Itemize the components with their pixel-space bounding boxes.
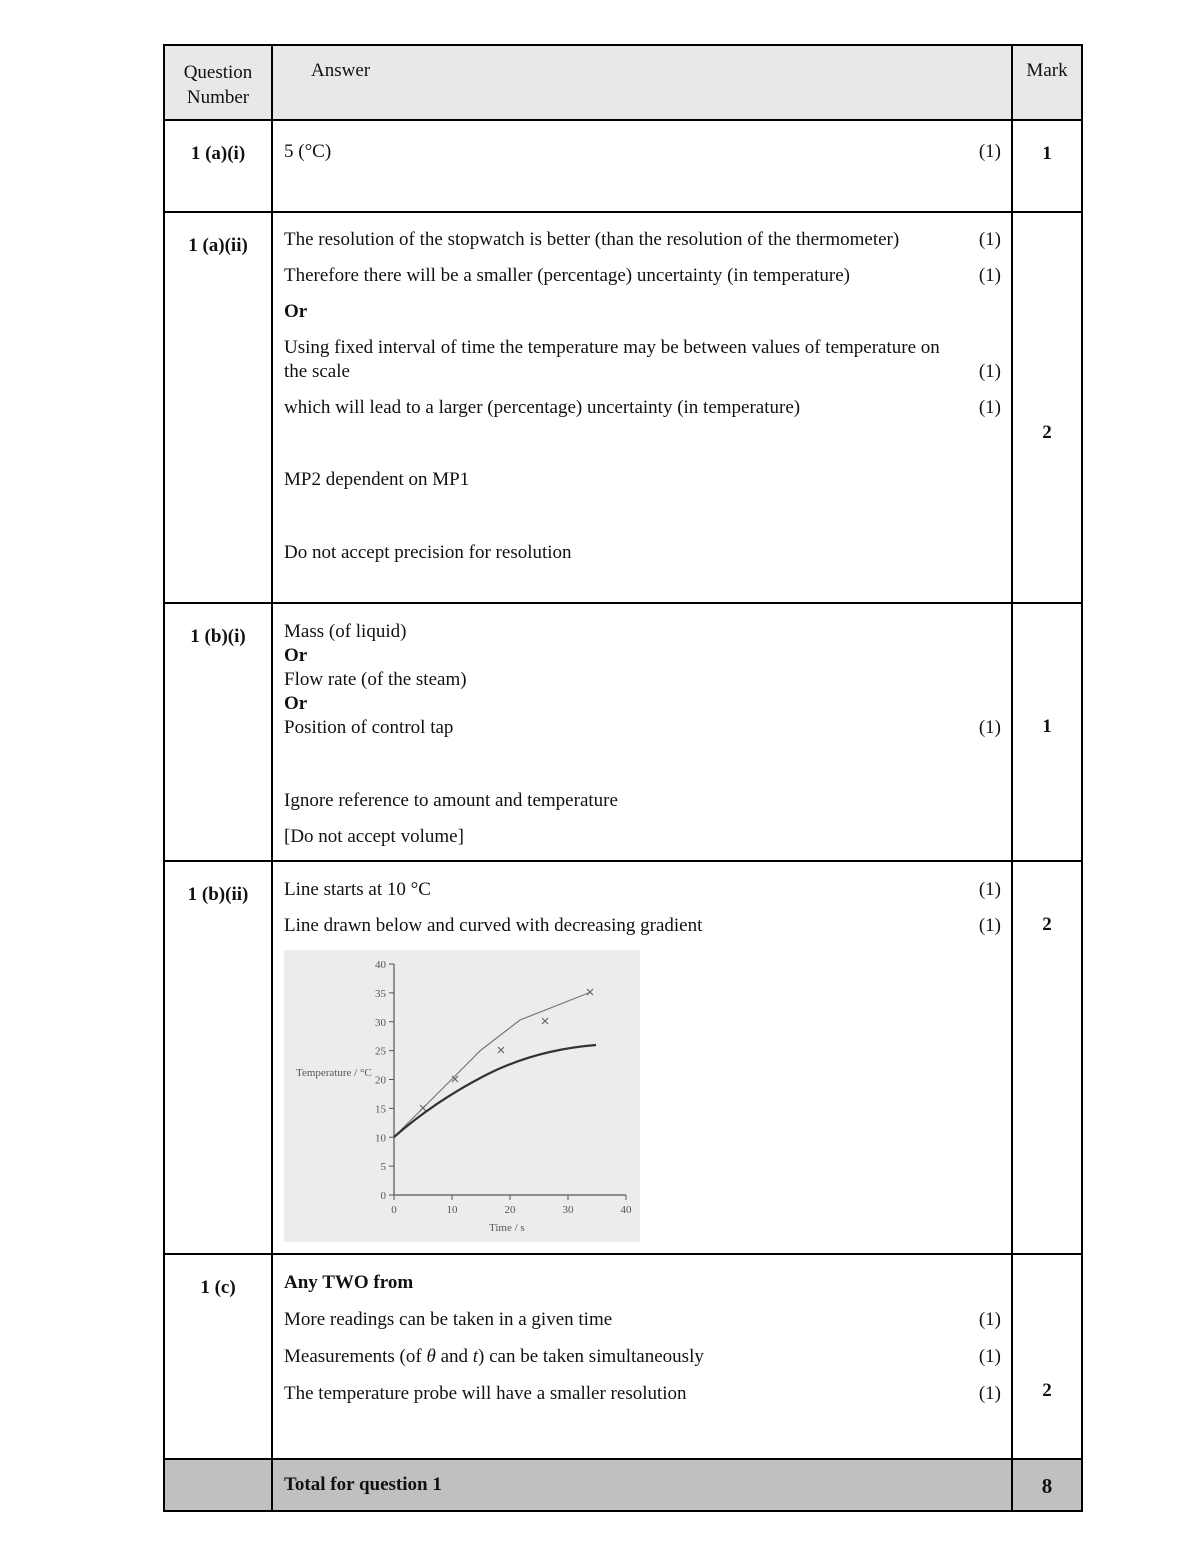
answer-text: 5 (°C)	[284, 141, 332, 162]
total-blank-cell	[164, 1459, 272, 1511]
row-1c	[164, 1254, 1082, 1459]
mark-point: (1)	[978, 265, 1001, 286]
answer-text: Position of control tap	[284, 717, 454, 738]
header-answer: Answer	[272, 45, 1012, 120]
or-text: Or	[284, 645, 308, 666]
header-question-number: Question Number	[164, 45, 272, 120]
note-text: MP2 dependent on MP1	[284, 469, 470, 490]
mark-point: (1)	[978, 1383, 1001, 1404]
row-total-mark: 2	[1042, 422, 1052, 443]
y-tick-label: 25	[375, 1045, 386, 1058]
question-number: 1 (b)(ii)	[164, 861, 272, 1254]
answer-text: Using fixed interval of time the temperature may be between values of temperature on the scale	[284, 337, 940, 382]
mark-point: (1)	[978, 717, 1001, 738]
answer-cell	[272, 861, 1012, 1254]
y-tick-label: 15	[375, 1103, 386, 1116]
answer-cell	[272, 120, 1012, 212]
row-total-mark-cell	[1012, 1254, 1082, 1459]
question-number: 1 (a)(i)	[164, 120, 272, 212]
y-tick-label: 30	[375, 1016, 386, 1029]
row-total-mark: 1	[1042, 143, 1052, 164]
header-row	[164, 45, 1082, 120]
y-tick-label: 0	[380, 1190, 386, 1202]
y-tick-label: 10	[375, 1132, 386, 1145]
answer-text: Therefore there will be a smaller (percentage) uncertainty (in temperature)	[284, 265, 851, 286]
total-label: Total for question 1	[272, 1459, 1012, 1511]
original-data-line	[394, 992, 591, 1137]
answer-text: Mass (of liquid)	[284, 621, 407, 642]
x-tick-label: 30	[562, 1204, 574, 1216]
question-number: 1 (c)	[164, 1254, 272, 1459]
answer-cell	[272, 212, 1012, 603]
mark-point: (1)	[978, 141, 1001, 162]
answer-text: The resolution of the stopwatch is better (than the resolution of the thermometer)	[284, 229, 900, 250]
answer-text: The temperature probe will have a smaller resolution	[284, 1383, 687, 1404]
x-tick-label: 40	[620, 1204, 632, 1216]
or-text: Or	[284, 301, 308, 322]
x-tick-label: 0	[391, 1204, 397, 1216]
row-1bii	[164, 861, 1082, 1254]
y-axis-label: Temperature / °C	[296, 1067, 372, 1079]
row-total-mark-cell	[1012, 120, 1082, 212]
answer-cell	[272, 1254, 1012, 1459]
mark-point: (1)	[978, 915, 1001, 936]
row-1bi	[164, 603, 1082, 861]
row-total-mark-cell	[1012, 212, 1082, 603]
answer-text: Flow rate (of the steam)	[284, 669, 467, 690]
data-point-crosses	[420, 989, 593, 1111]
row-total-mark-cell	[1012, 861, 1082, 1254]
y-tick-label: 35	[375, 987, 386, 1000]
mark-point: (1)	[978, 1309, 1001, 1330]
x-axis-label: Time / s	[489, 1222, 525, 1234]
answer-heading: Any TWO from	[284, 1272, 414, 1293]
header-mark: Mark	[1012, 45, 1082, 120]
answer-text: Line drawn below and curved with decreasing gradient	[284, 915, 703, 936]
row-1aii	[164, 212, 1082, 603]
total-mark: 8	[1012, 1459, 1082, 1511]
or-text: Or	[284, 693, 308, 714]
answer-curve	[394, 1045, 596, 1137]
total-row	[164, 1459, 1082, 1511]
x-tick-label: 20	[504, 1204, 516, 1216]
answer-cell	[272, 603, 1012, 861]
row-total-mark-cell	[1012, 603, 1082, 861]
y-tick-label: 40	[375, 959, 386, 971]
y-tick-label: 5	[380, 1161, 386, 1174]
note-text: [Do not accept volume]	[284, 826, 464, 847]
x-tick-label: 10	[446, 1204, 458, 1216]
mark-point: (1)	[978, 361, 1001, 382]
note-text: Do not accept precision for resolution	[284, 542, 572, 563]
row-total-mark: 1	[1042, 716, 1052, 737]
y-tick-label: 20	[375, 1074, 386, 1087]
question-number: 1 (b)(i)	[164, 603, 272, 861]
answer-text: Line starts at 10 °C	[284, 879, 431, 900]
answer-text: More readings can be taken in a given time	[284, 1309, 613, 1330]
mark-point: (1)	[978, 879, 1001, 900]
row-total-mark: 2	[1042, 1380, 1052, 1401]
row-total-mark: 2	[1042, 914, 1052, 935]
temperature-time-graph	[284, 950, 640, 1242]
row-1ai	[164, 120, 1082, 212]
note-text: Ignore reference to amount and temperature	[284, 790, 618, 811]
mark-point: (1)	[978, 397, 1001, 418]
question-number: 1 (a)(ii)	[164, 212, 272, 603]
mark-scheme-table	[163, 44, 1083, 1512]
answer-text: Measurements (of θ and t) can be taken simultaneously	[284, 1346, 704, 1367]
answer-text: which will lead to a larger (percentage) uncertainty (in temperature)	[284, 397, 801, 418]
mark-point: (1)	[978, 229, 1001, 250]
mark-point: (1)	[978, 1346, 1001, 1367]
